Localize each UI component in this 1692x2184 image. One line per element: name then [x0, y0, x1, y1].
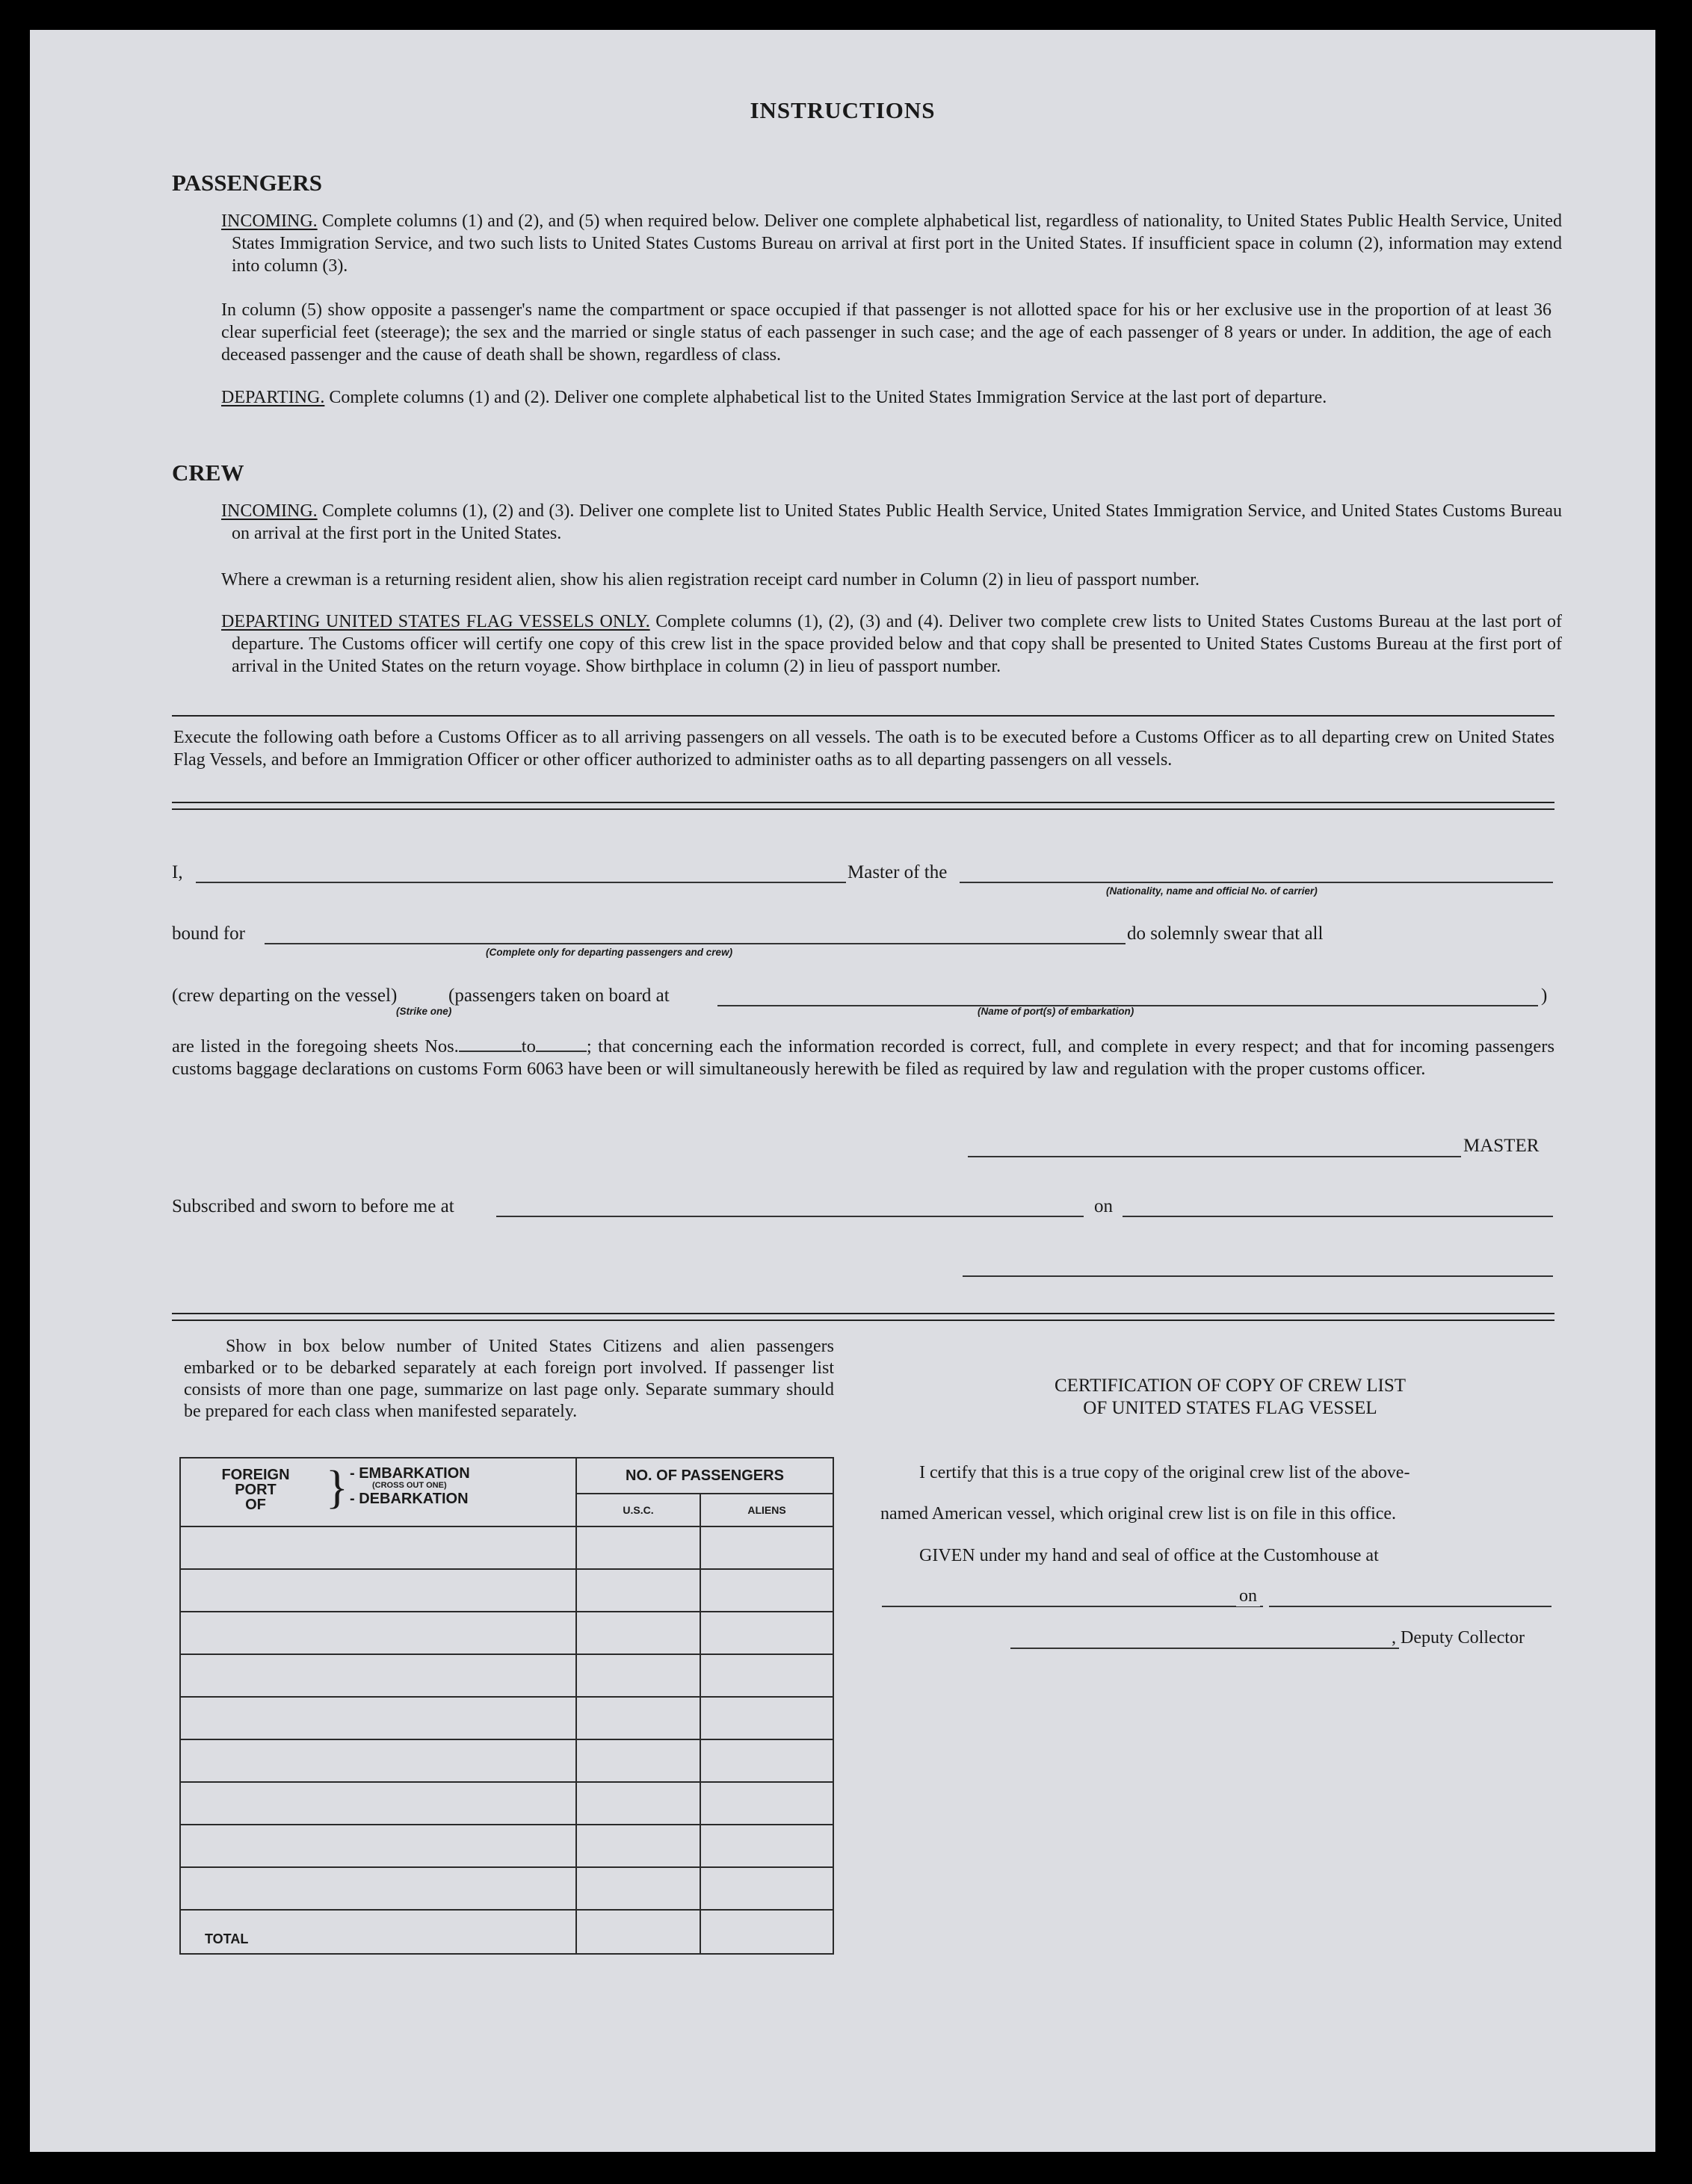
crew-departing-text: Complete columns (1), (2), (3) and (4). Deliver two complete crew lists to United States Customs Bureau at the last port of departure. The Customs officer will certify one copy of this crew list in the space provided below and that copy shall be presented to United States Customs Bureau at the first port of arrival in the United States on the return voyage. Show birthplace in column (2) in lieu of passport number.: [232, 612, 1563, 676]
divider: [172, 802, 1554, 803]
port-cell[interactable]: [180, 1612, 576, 1654]
bound-for-label: bound for: [172, 924, 245, 944]
page-title: INSTRUCTIONS: [750, 97, 936, 123]
divider: [172, 1313, 1554, 1314]
divider: [172, 715, 1554, 717]
certification-title: [901, 1375, 1559, 1420]
embarkation-option[interactable]: - EMBARKATION: [350, 1465, 470, 1482]
aliens-total-cell[interactable]: [700, 1910, 833, 1954]
cert-date-field[interactable]: [1269, 1606, 1551, 1607]
port-cell[interactable]: [180, 1782, 576, 1825]
oath-intro: Execute the following oath before a Customs Officer as to all arriving passengers on all vessels. The oath is to be executed before a Customs Officer as to all departing crew on United States Flag Vessels, and before an Immigration Officer or other officer authorized to administer oaths as to all departing passengers on all vessels.: [173, 728, 1554, 770]
aliens-cell[interactable]: [700, 1612, 833, 1654]
port-header-cell: [180, 1458, 576, 1526]
brace-icon: }: [326, 1462, 348, 1513]
passenger-summary-table: [179, 1457, 834, 1955]
divider: [172, 1320, 1554, 1321]
crew-departing-label: DEPARTING UNITED STATES FLAG VESSELS ONLY.: [221, 612, 650, 631]
debarkation-option[interactable]: - DEBARKATION: [350, 1491, 469, 1507]
listed-text-3: that for incoming passengers customs baggage declarations on customs Form 6063 have been or will simultaneously herewith be filed as required by law and regulation with the proper customs officer.: [172, 1036, 1554, 1079]
master-signature-field[interactable]: [968, 1156, 1461, 1157]
usc-cell[interactable]: [576, 1569, 700, 1612]
on-label: on: [1094, 1196, 1113, 1216]
aliens-cell[interactable]: [700, 1697, 833, 1739]
port-cell[interactable]: [180, 1569, 576, 1612]
master-of-label: Master of the: [847, 862, 948, 882]
passengers-option[interactable]: (passengers taken on board at: [448, 986, 670, 1006]
form-sheet: [30, 30, 1655, 2152]
passengers-incoming-text: Complete columns (1) and (2), and (5) when required below. Deliver one complete alphabetical list, regardless of nationality, to United States Public Health Service, United States Immigration Service, and two such lists to United States Customs Bureau on arrival at first port in the United States. If insufficient space in column (2), information may extend into column (3).: [232, 211, 1562, 276]
usc-cell[interactable]: [576, 1697, 700, 1739]
aliens-cell[interactable]: [700, 1825, 833, 1867]
usc-cell[interactable]: [576, 1526, 700, 1569]
summary-instructions: Show in box below number of United States Citizens and alien passengers embarked or to be debarked separately at each foreign port involved. If passenger list consists of more than one page, summarize on last page only. Separate summary should be prepared for each class when manifested separately.: [184, 1337, 834, 1421]
swear-label: do solemnly swear that all: [1127, 924, 1324, 944]
sheet-to-field[interactable]: [536, 1051, 587, 1052]
passengers-departing-paragraph: [221, 386, 1562, 409]
port-cell[interactable]: [180, 1867, 576, 1910]
ports-caption: (Name of port(s) of embarkation): [978, 1006, 1134, 1017]
crew-incoming-text: Complete columns (1), (2) and (3). Deliver one complete list to United States Public Health Service, United States Immigration Service, and United States Customs Bureau on arrival at the first port in the United States.: [232, 501, 1563, 543]
cert-on-label: on: [1236, 1586, 1260, 1606]
passengers-incoming-paragraph: [221, 210, 1562, 277]
usc-header: U.S.C.: [576, 1494, 700, 1526]
usc-cell[interactable]: [576, 1739, 700, 1782]
listed-text-2: ; that concerning each the information recorded is correct, full, and complete in every respect; and: [586, 1036, 1332, 1057]
sworn-place-field[interactable]: [496, 1216, 1084, 1217]
port-cell[interactable]: [180, 1697, 576, 1739]
usc-cell[interactable]: [576, 1782, 700, 1825]
crew-departing-option[interactable]: (crew departing on the vessel): [172, 986, 398, 1006]
listed-to-label: to: [521, 1036, 536, 1057]
usc-cell[interactable]: [576, 1825, 700, 1867]
officer-signature-field[interactable]: [963, 1275, 1553, 1277]
subscribed-label: Subscribed and sworn to before me at: [172, 1196, 454, 1216]
usc-cell[interactable]: [576, 1612, 700, 1654]
certification-title-line-2: OF UNITED STATES FLAG VESSEL: [1083, 1398, 1377, 1418]
crew-departing-paragraph: [221, 610, 1562, 678]
usc-cell[interactable]: [576, 1654, 700, 1697]
deputy-signature-field[interactable]: [1010, 1648, 1399, 1649]
aliens-cell[interactable]: [700, 1782, 833, 1825]
oath-i-label: I,: [172, 862, 183, 882]
master-name-field[interactable]: [196, 882, 861, 883]
port-header-label: [181, 1467, 330, 1512]
carrier-caption: (Nationality, name and official No. of carrier): [1106, 885, 1318, 897]
total-label: TOTAL: [180, 1910, 576, 1954]
sheet-from-field[interactable]: [459, 1051, 522, 1052]
bound-for-field[interactable]: [265, 943, 1155, 944]
certify-line-1: I certify that this is a true copy of the original crew list of the above-: [919, 1463, 1410, 1482]
sworn-date-field[interactable]: [1123, 1216, 1553, 1217]
crew-resident-paragraph: Where a crewman is a returning resident alien, show his alien registration receipt card number in Column (2) in lieu of passport number.: [221, 570, 1199, 590]
aliens-cell[interactable]: [700, 1654, 833, 1697]
certification-title-line-1: CERTIFICATION OF COPY OF CREW LIST: [1054, 1376, 1407, 1396]
passengers-heading: PASSENGERS: [172, 170, 322, 196]
passengers-departing-text: Complete columns (1) and (2). Deliver one complete alphabetical list to the United States Immigration Service at the last port of departure.: [329, 388, 1327, 407]
close-paren: ): [1541, 986, 1548, 1006]
usc-cell[interactable]: [576, 1867, 700, 1910]
usc-total-cell[interactable]: [576, 1910, 700, 1954]
passengers-incoming-label: INCOMING.: [221, 211, 318, 231]
strike-caption: (Strike one): [396, 1006, 452, 1017]
passengers-column5-paragraph: In column (5) show opposite a passenger's name the compartment or space occupied if that passenger is not allotted space for his or her exclusive use in the proportion of at least 36 clear superficial feet (steerage); the sex and the married or single status of each passenger in such case; and the age of each passenger of 8 years or under. In addition, the age of each deceased passenger and the cause of death shall be shown, regardless of class.: [221, 300, 1551, 365]
aliens-cell[interactable]: [700, 1526, 833, 1569]
carrier-field[interactable]: [960, 882, 1553, 883]
aliens-header: ALIENS: [700, 1494, 833, 1526]
customhouse-field[interactable]: [882, 1606, 1263, 1607]
certify-line-3: GIVEN under my hand and seal of office at the Customhouse at: [919, 1546, 1379, 1565]
port-label-foreign: FOREIGN: [221, 1467, 290, 1483]
port-cell[interactable]: [180, 1825, 576, 1867]
no-passengers-header: NO. OF PASSENGERS: [576, 1458, 833, 1494]
bound-caption: (Complete only for departing passengers and crew): [486, 947, 733, 958]
divider: [172, 808, 1554, 810]
aliens-cell[interactable]: [700, 1867, 833, 1910]
port-label-port: PORT: [235, 1482, 277, 1498]
oath-statement: [172, 1036, 1554, 1080]
aliens-cell[interactable]: [700, 1569, 833, 1612]
certify-line-2: named American vessel, which original crew list is on file in this office.: [880, 1504, 1397, 1523]
crew-incoming-paragraph: [221, 500, 1562, 545]
master-label: MASTER: [1463, 1136, 1540, 1156]
listed-text-1: are listed in the foregoing sheets Nos.: [172, 1036, 459, 1057]
port-cell[interactable]: [180, 1654, 576, 1697]
cross-out-note: (CROSS OUT ONE): [372, 1481, 447, 1490]
port-cell[interactable]: [180, 1526, 576, 1569]
port-label-of: OF: [245, 1497, 266, 1513]
aliens-cell[interactable]: [700, 1739, 833, 1782]
deputy-collector-label: , Deputy Collector: [1392, 1628, 1525, 1648]
passengers-departing-label: DEPARTING.: [221, 388, 325, 407]
crew-incoming-label: INCOMING.: [221, 501, 318, 521]
port-cell[interactable]: [180, 1739, 576, 1782]
crew-heading: CREW: [172, 460, 244, 486]
